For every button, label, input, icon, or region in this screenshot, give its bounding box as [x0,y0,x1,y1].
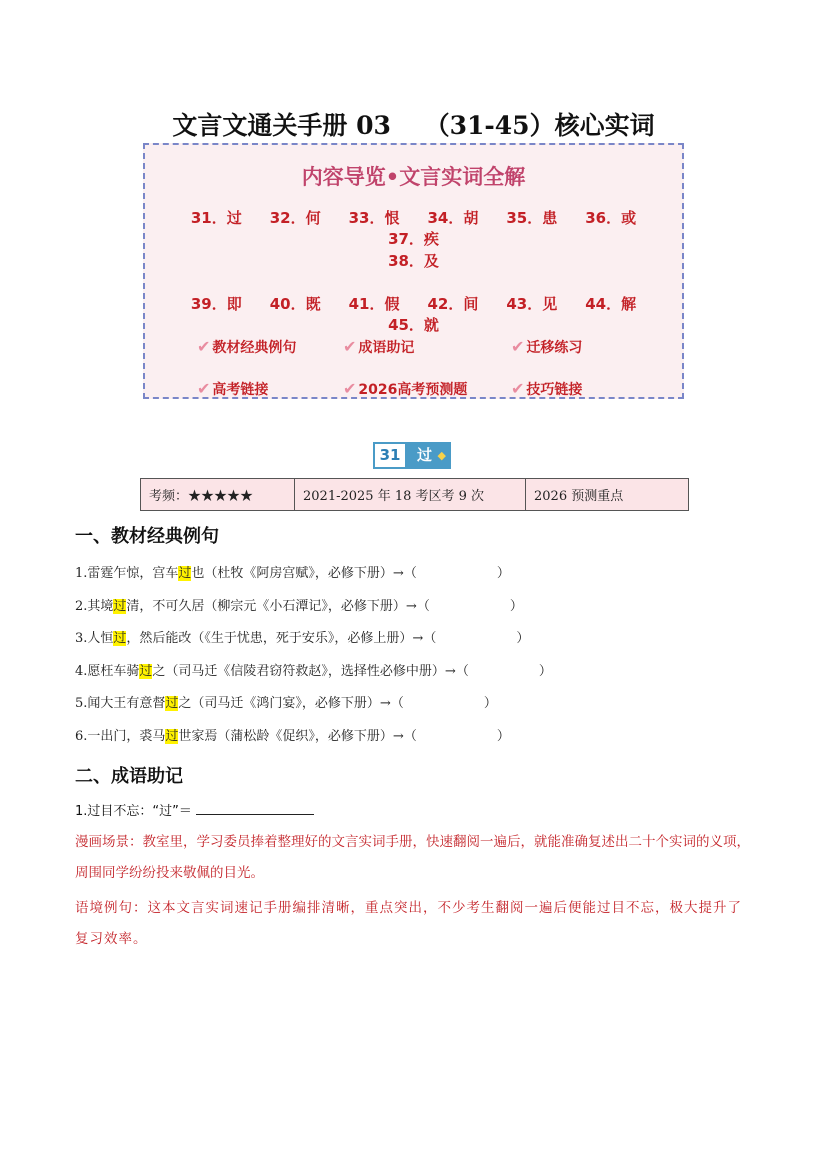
overview-heading: 内容导览•文言实词全解 [301,165,526,189]
overview-item: 39．即 [190,295,242,313]
highlight-word: 过 [139,664,153,679]
feature-idiom-memory: ✔ 成语助记 [343,337,415,356]
idiom-answer-line[interactable] [196,802,314,815]
example-sentence: 1.雷霆乍惊，宫车过也（杜牧《阿房宫赋》，必修下册）→（ ） [75,566,510,581]
overview-item: 41．假 [348,295,400,313]
exam-info-table [140,478,689,511]
forecast-cell: 2026 预测重点 [526,479,689,511]
context-example-text: 语境例句：这本文言实词速记手册编排清晰，重点突出，不少考生翻阅一遍后便能过目不忘，极大提升了复习效率。 [75,900,742,947]
overview-item: 31．过 [190,209,242,227]
check-icon: ✔ [197,337,211,356]
document-title: 文言文通关手册 03 （31-45）核心实词 [172,111,655,140]
overview-item: 37．疾 [388,230,439,248]
overview-row-2 [145,250,682,271]
highlight-word: 过 [165,696,179,711]
overview-item: 35．患 [506,209,558,227]
diamond-icon: ◆ [437,449,446,462]
check-icon: ✔ [343,379,357,398]
example-sentence: 5.闻大王有意督过之（司马迁《鸿门宴》，必修下册）→（ ） [75,696,497,711]
idiom-item: 1.过目不忘：“过”＝ [75,800,314,819]
word-char-box [407,442,451,469]
section-heading-idioms: 二、成语助记 [75,766,183,787]
check-icon: ✔ [343,337,357,356]
feature-skill-link: ✔ 技巧链接 [511,379,583,398]
overview-item: 45．就 [388,316,439,334]
overview-item: 33．恨 [348,209,400,227]
overview-item: 44．解 [585,295,637,313]
highlight-word: 过 [113,599,127,614]
highlight-word: 过 [113,631,127,646]
section-heading-examples: 一、教材经典例句 [75,526,219,547]
feature-forecast: ✔ 2026高考预测题 [343,379,468,398]
check-icon: ✔ [511,337,525,356]
check-icon: ✔ [197,379,211,398]
check-icon: ✔ [511,379,525,398]
overview-row-3 [145,293,682,335]
content-overview-box [143,143,684,399]
overview-item: 38．及 [388,252,439,270]
example-sentence: 2.其境过清，不可久居（柳宗元《小石潭记》，必修下册）→（ ） [75,599,523,614]
feature-transfer-practice: ✔ 迁移练习 [511,337,583,356]
highlight-word: 过 [165,729,179,744]
example-sentence: 3.人恒过，然后能改（《生于忧患，死于安乐》，必修上册）→（ ） [75,631,530,646]
overview-item: 34．胡 [427,209,479,227]
word-char: 过 [417,446,433,464]
overview-row-1 [145,207,682,249]
feature-exam-link: ✔ 高考链接 [197,379,269,398]
frequency-cell: 考频：★★★★★ [141,479,295,511]
overview-item: 32．何 [269,209,321,227]
comic-scene-text: 漫画场景：教室里，学习委员捧着整理好的文言实词手册，快速翻阅一遍后，就能准确复述出二十个实词的义项，周围同学纷纷投来敬佩的目光。 [75,834,750,881]
overview-item: 40．既 [269,295,321,313]
word-badge [373,442,451,469]
exam-record-cell: 2021-2025 年 18 考区考 9 次 [295,479,526,511]
overview-item: 43．见 [506,295,558,313]
example-sentence: 4.愿枉车骑过之（司马迁《信陵君窃符救赵》，选择性必修中册）→（ ） [75,664,552,679]
feature-textbook-examples: ✔ 教材经典例句 [197,337,297,356]
overview-item: 42．间 [427,295,479,313]
word-number: 31 [373,442,407,469]
overview-item: 36．或 [585,209,637,227]
example-sentence: 6.一出门，裘马过世家焉（蒲松龄《促织》，必修下册）→（ ） [75,729,510,744]
highlight-word: 过 [178,566,192,581]
